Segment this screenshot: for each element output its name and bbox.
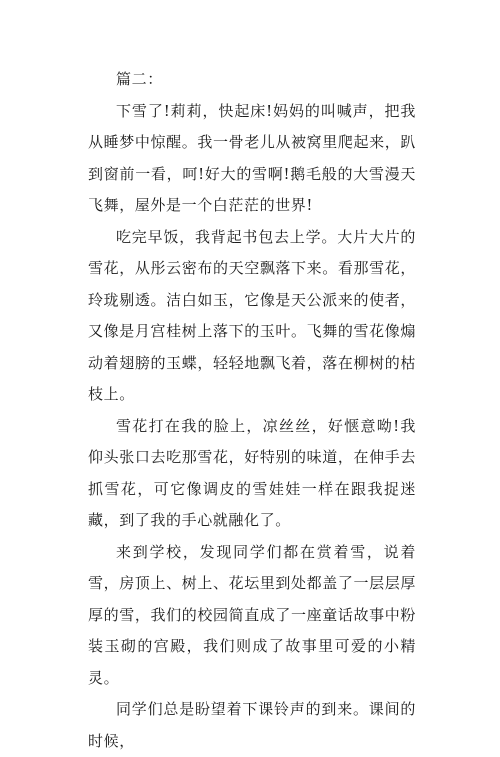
paragraph-3: 雪花打在我的脸上，凉丝丝，好惬意呦!我仰头张口去吃那雪花，好特别的味道，在伸手去抓雪花，可它像调皮的雪娃娃一样在跟我捉迷藏，到了我的手心就融化了。 <box>88 416 416 529</box>
paragraph-1: 下雪了!莉莉，快起床!妈妈的叫喊声，把我从睡梦中惊醒。我一骨老儿从被窝里爬起来，趴到窗前一看，呵!好大的雪啊!鹅毛般的大雪漫天飞舞，屋外是一个白茫茫的世界! <box>88 101 416 214</box>
section-heading: 篇二： <box>116 70 163 88</box>
paragraph-4: 来到学校，发现同学们都在赏着雪，说着雪，房顶上、树上、花坛里到处都盖了一层层厚厚的雪，我们的校园简直成了一座童话故事中粉装玉砌的宫殿，我们则成了故事里可爱的小精灵。 <box>88 542 416 687</box>
paragraph-2: 吃完早饭，我背起书包去上学。大片大片的雪花，从彤云密布的天空飘落下来。看那雪花，玲珑剔透。洁白如玉，它像是天公派来的使者，又像是月宫桂树上落下的玉叶。飞舞的雪花像煽动着翅膀的玉蝶，轻轻地飘飞着，落在柳树的枯枝上。 <box>88 227 416 403</box>
paragraph-5: 同学们总是盼望着下课铃声的到来。课间的时候， <box>88 700 416 750</box>
document-body <box>88 64 416 757</box>
